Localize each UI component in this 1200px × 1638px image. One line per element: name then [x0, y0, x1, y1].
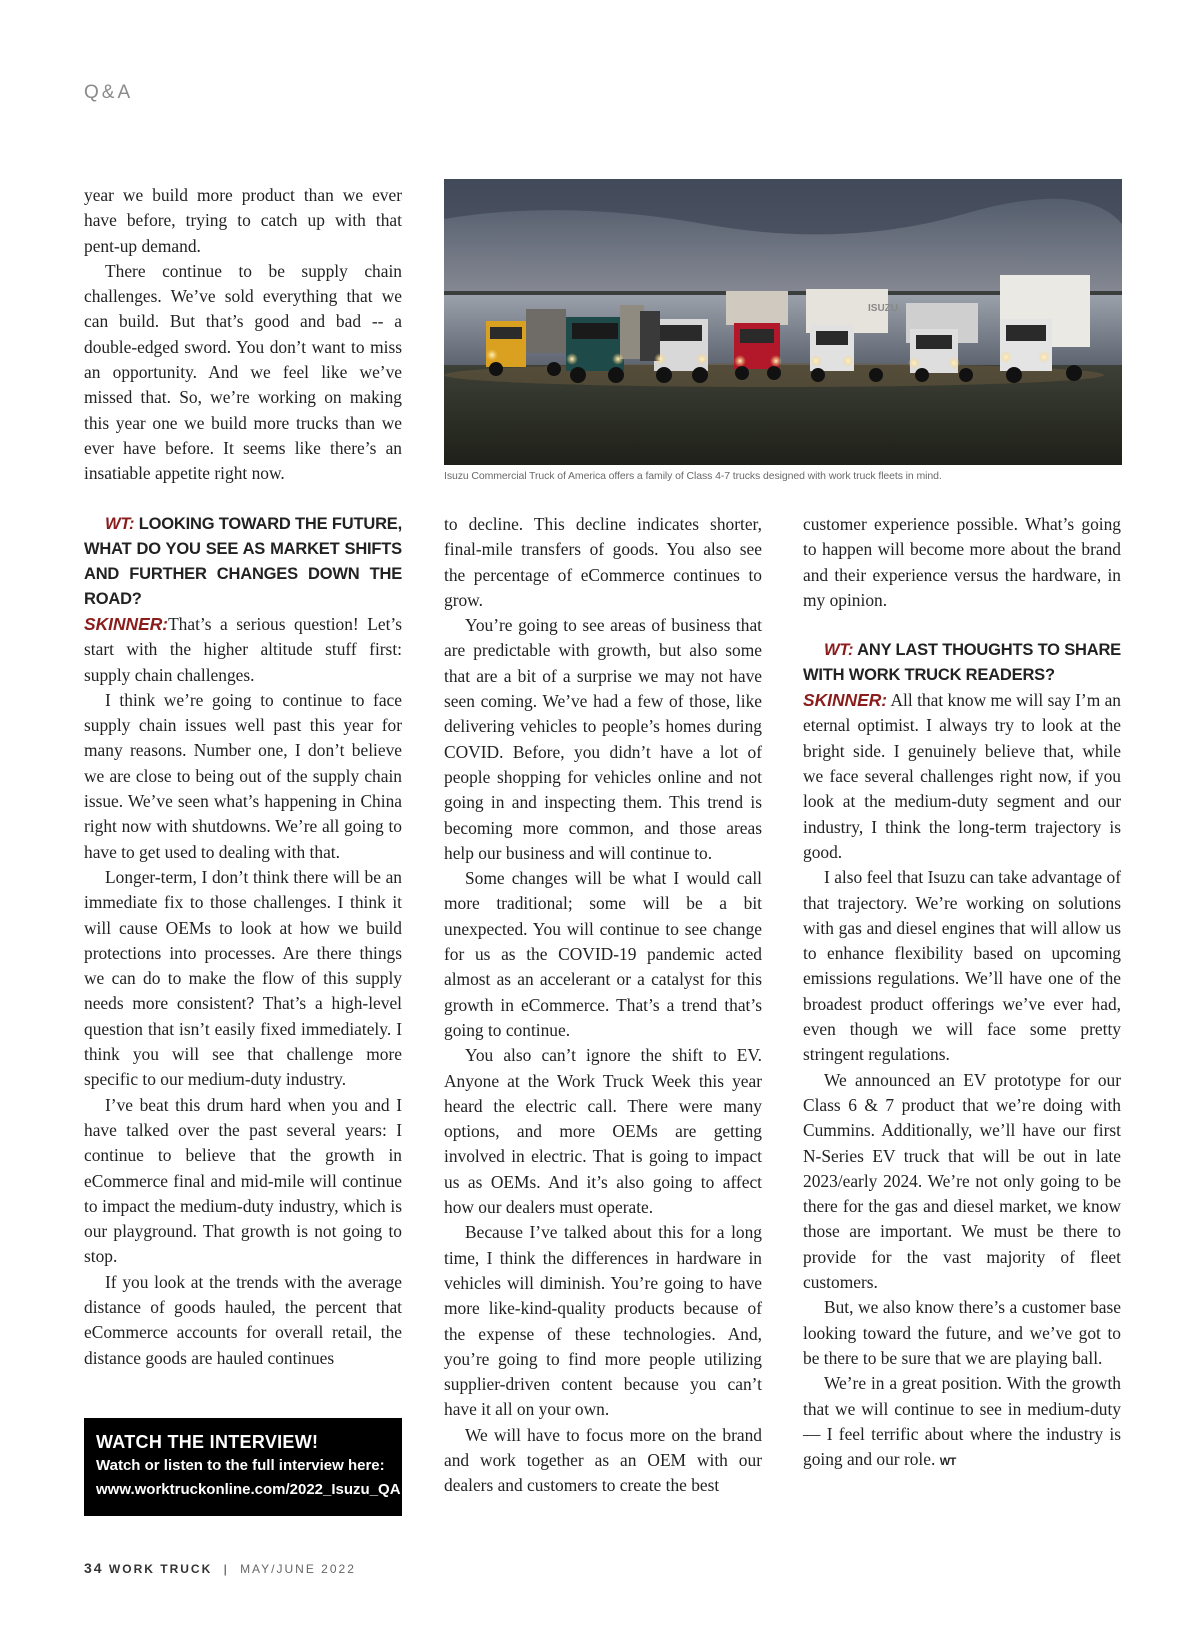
answer-text: All that know me will say I’m an eternal optimist. I always try to look at the bright side. I genuinely believe that, while we face several challenges right now, if you look at the medium-duty segment and our industry, I think the long-term trajectory is good. [803, 690, 1122, 862]
paragraph: You’re going to see areas of business that are predictable with growth, but also some that are a bit of a surprise we may not have seen coming. We’ve had a few of those, like delivering vehicles to people’s homes during COVID. Before, you didn’t have a lot of people shopping for vehicles online and not going in and inspecting them. This trend is becoming more common, and those areas help our business and will continue to. [444, 615, 762, 863]
paragraph: Because I’ve talked about this for a long time, I think the differences in hardware in vehicles will diminish. You’re going to have more like-kind-quality products because of the expense of these technologies. And, you’re going to find more people utilizing supplier-driven content because you can’t have it all on your own. [444, 1222, 762, 1420]
answer-tag: SKINNER: [803, 690, 888, 711]
answer-tag: SKINNER: [84, 614, 169, 634]
paragraph [803, 1371, 1121, 1475]
column-3 [803, 512, 1121, 1475]
column-1-top [84, 183, 402, 487]
section-label: Q&A [84, 82, 134, 103]
column-2 [444, 512, 762, 1499]
paragraph: You also can’t ignore the shift to EV. Anyone at the Work Truck Week this year heard the electric call. There were many options, and more OEMs are getting involved in electric. That is going to impact us as OEMs. And it’s also going to affect how our dealers must operate. [444, 1045, 762, 1218]
watch-url-link[interactable]: www.worktruckonline.com/2022_Isuzu_QA [96, 1481, 401, 1498]
paragraph: If you look at the trends with the average distance of goods hauled, the percent that eCommerce accounts for overall retail, the distance goods are hauled continues [84, 1271, 402, 1368]
truck-logo: ISUZU [868, 303, 898, 314]
answer-text: That’s a serious question! Let’s start with the higher altitude stuff first: supply chain challenges. [84, 614, 402, 685]
watch-interview-box [84, 1418, 402, 1516]
footer-separator: | [223, 1562, 229, 1576]
watch-title: WATCH THE INTERVIEW! [96, 1432, 319, 1452]
paragraph: I think we’re going to continue to face supply chain issues well past this year for many reasons. Number one, I don’t believe we are close to being out of the supply chain issue. We’ve seen what’s happening in China right now with shutdowns. We’re all going to have to get used to dealing with that. [84, 689, 402, 862]
truck-red [726, 291, 788, 380]
paragraph: year we build more product than we ever have before, trying to catch up with that pent-up demand. [84, 185, 402, 256]
issue-date: MAY/JUNE 2022 [240, 1562, 356, 1576]
page-number: 34 [84, 1560, 104, 1576]
answer-intro [803, 688, 1121, 865]
paragraph: But, we also know there’s a customer base looking toward the future, and we’ve got to be there to be sure that we are playing ball. [803, 1297, 1121, 1368]
paragraph: I also feel that Isuzu can take advantage of that trajectory. We’re working on solutions with gas and diesel engines that will allow us to enhance flexibility based on upcoming emissions regulations. We’ll have one of the broadest product offerings we’ve ever had, even though we will face some pretty stringent regulations. [803, 867, 1121, 1065]
question-2 [803, 638, 1121, 688]
question-text: ANY LAST THOUGHTS TO SHARE WITH WORK TRUCK READERS? [803, 641, 1121, 685]
paragraph: We will have to focus more on the brand and work together as an OEM with our dealers and customers to create the best [444, 1424, 762, 1496]
photo-caption: Isuzu Commercial Truck of America offers a family of Class 4-7 trucks designed with work truck fleets in mind. [444, 470, 942, 482]
closing-text: We’re in a great position. With the growth that we will continue to see in medium-duty — I feel terrific about where the industry is going and our role. [803, 1373, 1121, 1470]
paragraph: Longer-term, I don’t think there will be an immediate fix to those challenges. I think it will cause OEMs to look at how we build protections into processes. Are there things we can do to make the flow of this supply needs more consistent? That’s a high-level question that isn’t easily fixed immediately. I think you will see that challenge more specific to our medium-duty industry. [84, 866, 402, 1090]
question-tag: WT: [105, 515, 135, 533]
paragraph: customer experience possible. What’s going to happen will become more about the brand and their experience versus the hardware, in my opinion. [803, 514, 1121, 610]
magazine-name: WORK TRUCK [108, 1562, 213, 1576]
paragraph: There continue to be supply chain challenges. We’ve sold everything that we can build. But that’s good and bad -- a double-edged sword. You don’t want to miss an opportunity. And we feel like we’ve missed that. So, we’re working on making this year one we build more trucks than we ever have before. It seems like there’s an insatiable appetite right now. [84, 260, 402, 484]
paragraph: I’ve beat this drum hard when you and I have talked over the past several years: I continue to believe that the growth in eCommerce final and mid-mile will continue to impact the medium-duty industry, which is our playground. That growth is not going to stop. [84, 1094, 402, 1267]
trucks-photo [444, 179, 1122, 465]
paragraph: We announced an EV prototype for our Class 6 & 7 product that we’re doing with Cummins. Additionally, we’ll have our first N-Series EV truck that will be out in late 2023/early 2024. We’re not only going to be there for the gas and diesel market, we know those are important. We must be there to provide for the vast majority of fleet customers. [803, 1069, 1121, 1293]
truck-white-2 [906, 303, 978, 382]
watch-text: Watch or listen to the full interview here: [96, 1457, 385, 1474]
end-mark: WT [939, 1456, 956, 1469]
truck-white-3 [1000, 275, 1090, 383]
column-1 [84, 512, 402, 1371]
question-text: LOOKING TOWARD THE FUTURE, WHAT DO YOU SEE AS MARKET SHIFTS AND FURTHER CHANGES DOWN THE ROAD? [84, 515, 402, 608]
paragraph: Some changes will be what I would call more traditional; some will be a bit unexpected. You will continue to see change for us as the COVID-19 pandemic acted almost as an accelerant or a catalyst for this growth in eCommerce. That’s a trend that’s going to continue. [444, 868, 762, 1040]
page-footer [84, 1560, 356, 1576]
paragraph: to decline. This decline indicates shorter, final-mile transfers of goods. You also see the percentage of eCommerce continues to grow. [444, 514, 762, 610]
question-1 [84, 512, 402, 612]
question-tag: WT: [824, 641, 854, 660]
answer-intro [84, 612, 402, 688]
